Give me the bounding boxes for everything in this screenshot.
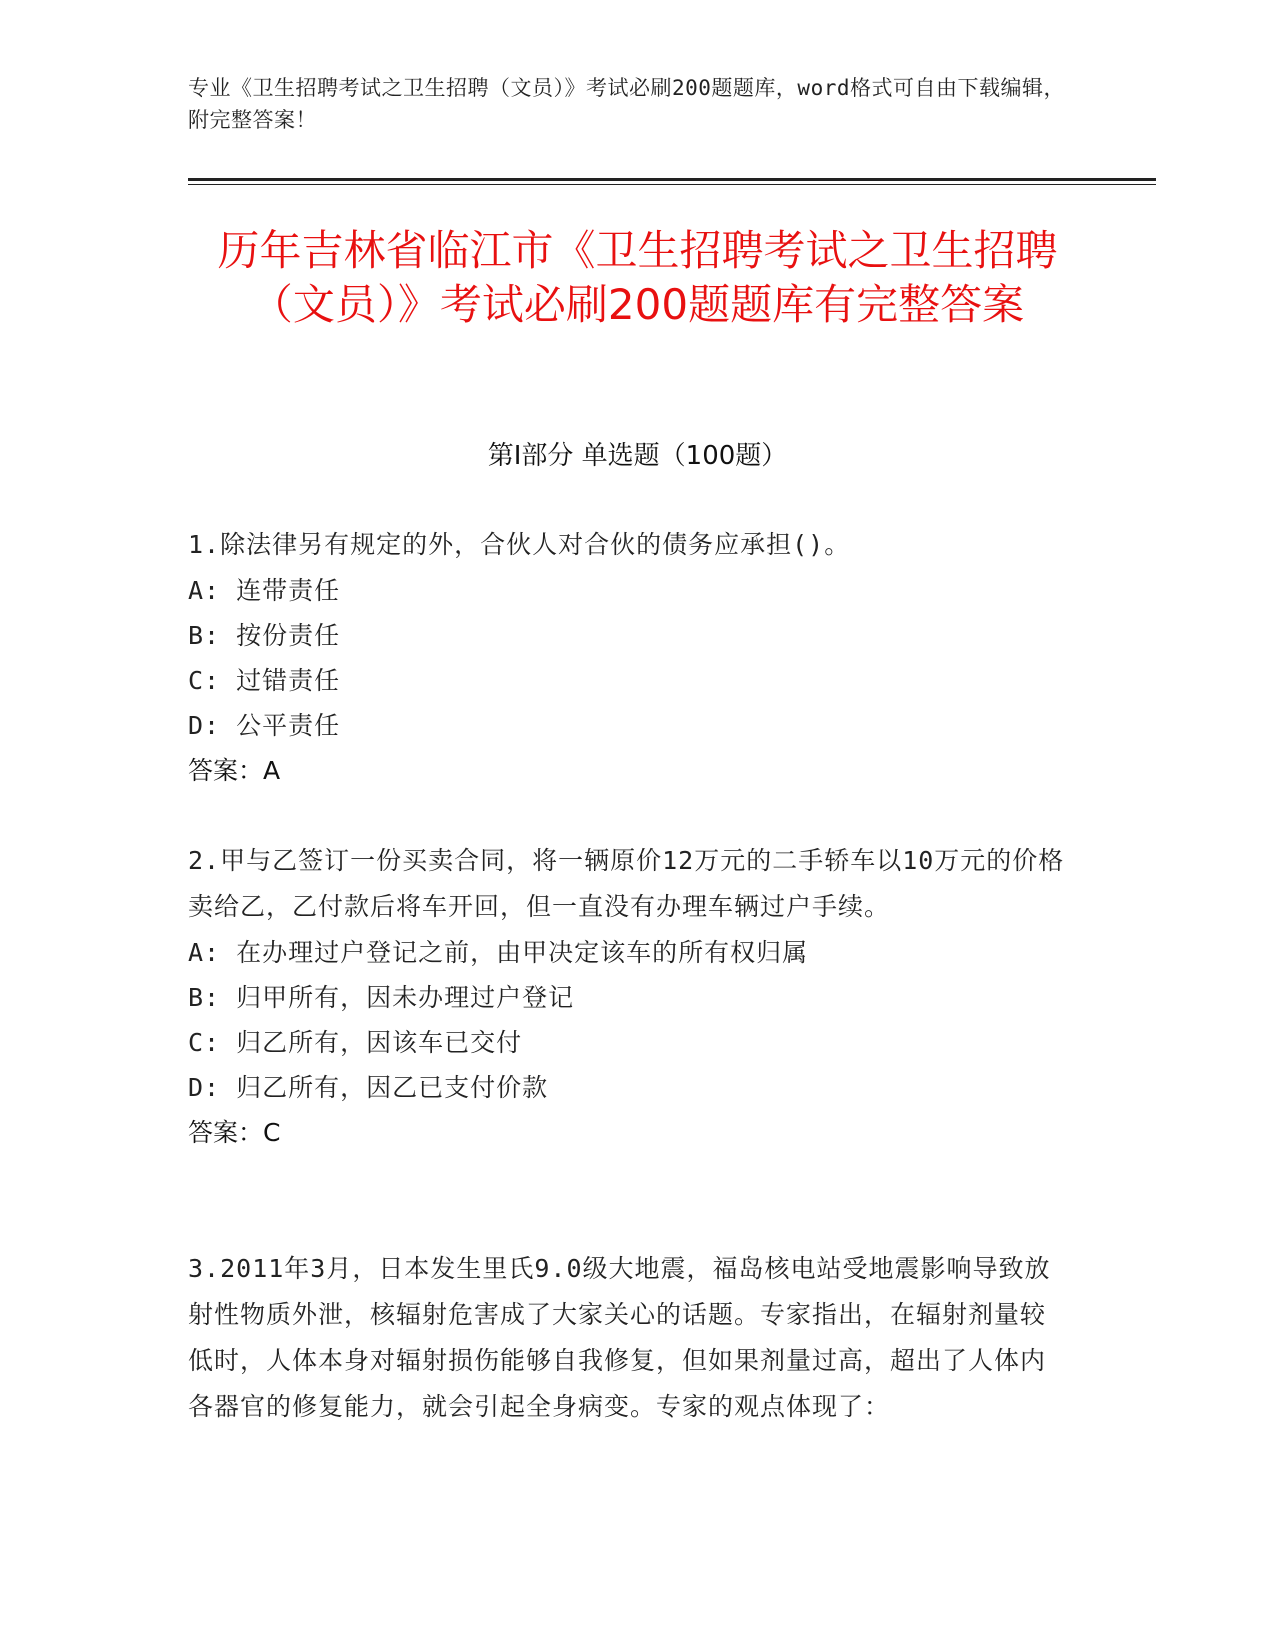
question-stem: 3.2011年3月，日本发生里氏9.0级大地震，福岛核电站受地震影响导致放射性物质外泄，核辐射危害成了大家关心的话题。专家指出，在辐射剂量较低时，人体本身对辐射损伤能够自我修复，但如果剂量过高，超出了人体内各器官的修复能力，就会引起全身病变。专家的观点体现了：	[188, 1254, 1051, 1421]
question-2	[188, 838, 1068, 1156]
option-a: A: 连带责任	[188, 576, 341, 605]
option-d: D: 归乙所有，因乙已支付价款	[188, 1073, 549, 1102]
question-1	[188, 522, 1068, 794]
answer: 答案：A	[188, 756, 281, 785]
section-title: 第Ⅰ部分 单选题（100题）	[487, 441, 788, 471]
option-c: C: 过错责任	[188, 666, 341, 695]
option-b: B: 归甲所有，因未办理过户登记	[188, 983, 575, 1012]
question-stem: 2.甲与乙签订一份买卖合同，将一辆原价12万元的二手轿车以10万元的价格卖给乙，乙付款后将车开回，但一直没有办理车辆过户手续。	[188, 846, 1065, 921]
option-d: D: 公平责任	[188, 711, 341, 740]
header-divider-thick	[188, 178, 1156, 181]
question-3	[188, 1246, 1068, 1430]
question-stem: 1.除法律另有规定的外，合伙人对合伙的债务应承担()。	[188, 530, 851, 559]
option-b: B: 按份责任	[188, 621, 341, 650]
answer: 答案：C	[188, 1118, 281, 1147]
document-title: 历年吉林省临江市《卫生招聘考试之卫生招聘（文员）》考试必刷200题题库有完整答案	[217, 226, 1058, 329]
option-c: C: 归乙所有，因该车已交付	[188, 1028, 523, 1057]
header-note: 专业《卫生招聘考试之卫生招聘（文员）》考试必刷200题题库，word格式可自由下载编辑，附完整答案！	[188, 76, 1065, 132]
header-divider-thin	[188, 184, 1156, 185]
option-a: A: 在办理过户登记之前，由甲决定该车的所有权归属	[188, 938, 809, 967]
